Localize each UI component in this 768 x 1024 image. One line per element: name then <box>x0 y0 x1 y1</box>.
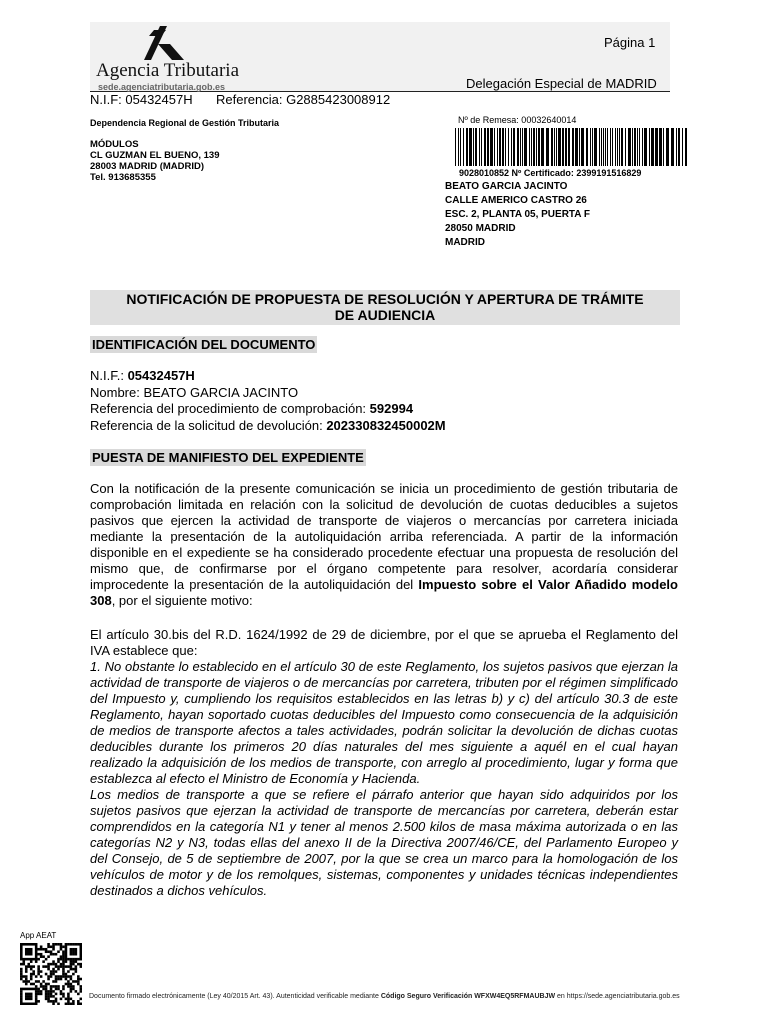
name-label: Nombre: <box>90 384 140 400</box>
footer-text: Documento firmado electrónicamente (Ley 40/2015 Art. 43). Autenticidad verificable mediante <box>89 993 379 1000</box>
section-heading: PUESTA DE MANIFIESTO DEL EXPEDIENTE <box>92 450 364 465</box>
recipient-line: 28050 MADRID <box>445 223 516 234</box>
refund-value: 202330832450002M <box>326 417 446 433</box>
procedure-row <box>90 401 446 418</box>
verification-url[interactable]: en https://sede.agenciatributaria.gob.es <box>557 993 680 1000</box>
identification-heading <box>90 336 317 354</box>
recipient-line: MADRID <box>445 237 485 248</box>
section-heading: IDENTIFICACIÓN DEL DOCUMENTO <box>92 337 316 352</box>
title-line: DE AUDIENCIA <box>334 307 436 323</box>
name-row <box>90 385 446 402</box>
recipient-line: ESC. 2, PLANTA 05, PUERTA F <box>445 209 591 220</box>
header-reference: Referencia: G2885423008912 <box>216 92 391 107</box>
remesa-number: Nº de Remesa: 00032640014 <box>458 115 577 125</box>
recipient-line: CALLE AMERICO CASTRO 26 <box>445 195 587 206</box>
quote-paragraph: 1. No obstante lo establecido en el artículo 30 de este Reglamento, los sujetos pasivos que ejerzan la actividad de transporte de viajeros o de mercancías por carretera, tributen por el régimen simplificado del Impuesto y, cumpliendo los requisitos establecidos en las letras b) y c) del artículo 30.3 de este Reglamento, hayan soportado cuotas deducibles del Impuesto como consecuencia de la adquisición de medios de transporte afectos a tales actividades, podrán solicitar la devolución de dichas cuotas deducibles durante los primeros 20 días naturales del mes siguiente a aquél en el cual hayan realizado la adquisición de los medios de transporte, con arreglo al procedimiento, lugar y forma que establezca al efecto el Ministro de Economía y Hacienda. <box>90 659 678 786</box>
quote-paragraph: Los medios de transporte a que se refiere el párrafo anterior que hayan sido adquiridos por los sujetos pasivos que ejerzan la actividad de transporte de mercancías por carretera, deberán estar comprendidos en la categoría N1 y tener al menos 2.500 kilos de masa máxima autorizada o en las categorías N2 y N3, todas ellas del anexo II de la Directiva 2007/46/CE, del Parlamento Europeo y del Consejo, de 5 de septiembre de 2007, por la que se crea un marco para la homologación de los vehículos de motor y de los remolques, sistemas, componentes y unidades técnicas independientes destinados a dichos vehículos. <box>90 787 678 898</box>
verification-code: Código Seguro Verificación WFXW4EQ5RFMAUBJW <box>380 993 556 1000</box>
identification-fields <box>90 368 446 434</box>
footer-verification <box>89 993 680 1000</box>
sender-address <box>90 139 220 183</box>
procedure-label: Referencia del procedimiento de comprobación: <box>90 401 367 416</box>
delegation: Delegación Especial de MADRID <box>466 76 657 91</box>
procedure-value: 592994 <box>369 401 414 416</box>
page-number: Página 1 <box>604 35 656 50</box>
intro-end: , por el siguiente motivo: <box>111 593 253 608</box>
quoted-article <box>90 659 678 899</box>
agency-name: Agencia Tributaria <box>96 60 240 81</box>
nif-label: N.I.F.: <box>90 368 124 383</box>
article-intro: El artículo 30.bis del R.D. 1624/1992 de 29 de diciembre, por el que se aprueba el Reglamento del IVA establece que: <box>90 627 678 658</box>
qr-code[interactable] <box>20 943 82 1010</box>
nif-value: 05432457H <box>127 368 195 383</box>
intro-paragraph <box>90 481 678 609</box>
name-value: BEATO GARCIA JACINTO <box>143 384 299 400</box>
nif-row <box>90 368 446 385</box>
refund-label: Referencia de la solicitud de devolución: <box>90 417 323 433</box>
sender-line: MÓDULOS <box>90 139 139 150</box>
document-title <box>90 290 680 325</box>
barcode <box>455 128 690 171</box>
app-label: App AEAT <box>20 931 57 940</box>
sender-line: Tel. 913685355 <box>90 172 156 183</box>
sender-line: 28003 MADRID (MADRID) <box>90 161 205 172</box>
agency-url[interactable]: sede.agenciatributaria.gob.es <box>98 82 226 92</box>
refund-row <box>90 418 446 435</box>
header-nif: N.I.F: 05432457H <box>90 92 193 107</box>
barcode-caption: 9028010852 Nº Certificado: 2399191516829 <box>459 168 642 178</box>
recipient-address <box>445 180 590 250</box>
sender-line: CL GUZMAN EL BUENO, 139 <box>90 150 220 161</box>
intro-text: Con la notificación de la presente comunicación se inicia un procedimiento de gestión tributaria de comprobación limitada en relación con la solicitud de devolución de cuotas deducibles a sujetos pasivos que ejercen la actividad de transporte de viajeros o mercancías por carretera iniciada mediante la presentación de la autoliquidación arriba referenciada. A partir de la información disponible en el expediente se ha considerado procedente efectuar una propuesta de resolución del mismo que, de confirmarse por el órgano competente para resolver, acordaría considerar improcedente la presentación de la autoliquidación del <box>90 481 678 592</box>
recipient-line: BEATO GARCIA JACINTO <box>445 181 568 192</box>
dependency: Dependencia Regional de Gestión Tributaria <box>90 118 280 128</box>
manifest-heading <box>90 449 366 467</box>
title-line: NOTIFICACIÓN DE PROPUESTA DE RESOLUCIÓN Y APERTURA DE TRÁMITE <box>126 291 644 307</box>
tax-model: Impuesto sobre el Valor Añadido modelo 308 <box>90 577 678 608</box>
